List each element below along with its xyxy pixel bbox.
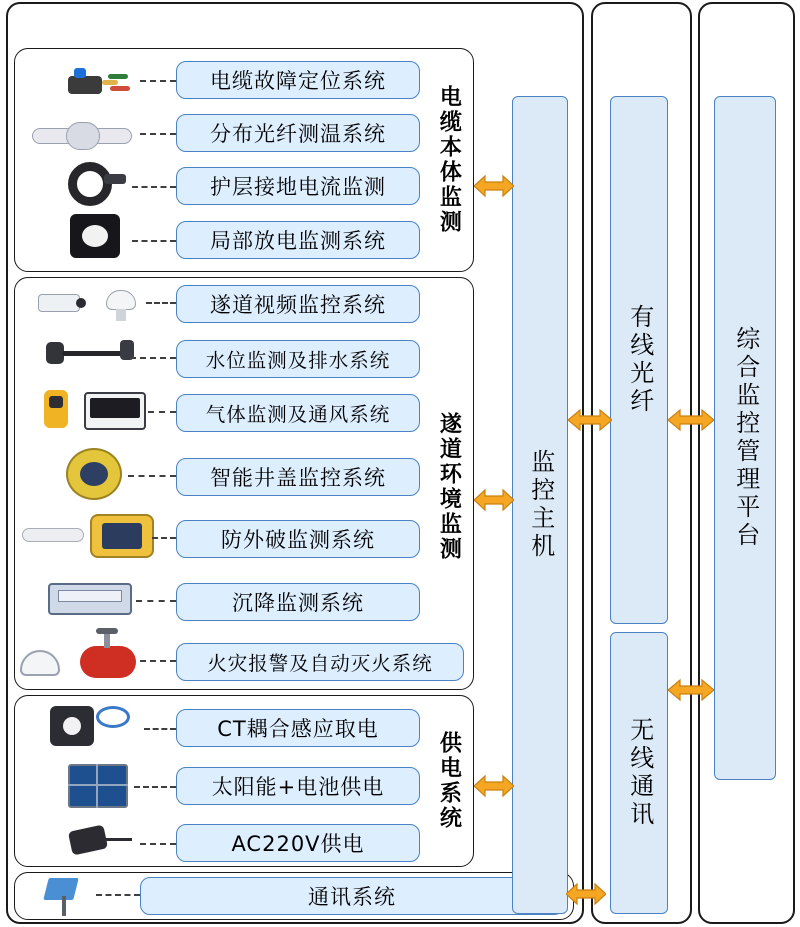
fire-alarm-extinguisher-icon [20,628,150,686]
pill-label: 通讯系统 [308,885,396,909]
connector-dash [130,357,176,359]
system-pill-gas-ventilation[interactable] [176,394,420,432]
system-pill-settlement[interactable] [176,583,420,621]
system-pill-ac220v[interactable] [176,824,420,862]
connector-dash [140,133,176,135]
solar-panel-icon [64,760,134,812]
pill-label: 分布光纤测温系统 [210,122,386,146]
connector-dash [96,894,140,896]
system-pill-ct-coupling[interactable] [176,709,420,747]
system-pill-water-level[interactable] [176,340,420,378]
pill-label: 沉降监测系统 [232,591,364,615]
group-label-power-supply: 供电系统 [436,731,462,831]
anti-damage-sensor-icon [22,510,162,562]
pill-label: 智能井盖监控系统 [210,466,386,490]
fiber-temperature-sensor-icon [22,110,142,158]
system-pill-fiber-temperature[interactable] [176,114,420,152]
wired-fiber-label: 有线光纤 [625,304,654,416]
monitoring-host-box[interactable] [512,96,568,914]
water-level-probe-icon [40,334,140,378]
connector-dash [136,600,176,602]
arrow-host-to-wired-fiber [568,406,612,434]
settlement-monitor-icon [44,575,144,623]
arrow-group2-to-host [474,486,514,514]
connector-dash [146,302,176,304]
connector-dash [128,475,176,477]
pill-label: 太阳能+电池供电 [211,775,385,799]
arrow-group1-to-host [474,172,514,200]
system-pill-cable-fault-locator[interactable] [176,61,420,99]
connector-dash [132,186,176,188]
pill-label: AC220V供电 [231,832,365,856]
group-label-tunnel-environment: 遂道环境监测 [436,412,462,562]
system-pill-smart-manhole[interactable] [176,458,420,496]
pill-label: 电缆故障定位系统 [210,69,386,93]
pill-label: 护层接地电流监测 [210,175,386,199]
connector-dash [140,80,176,82]
pill-label: 局部放电监测系统 [210,229,386,253]
pill-label: 气体监测及通风系统 [205,403,391,426]
wireless-comm-box[interactable] [610,632,668,914]
partial-discharge-sensor-icon [64,208,128,264]
connector-dash [134,786,176,788]
management-platform-box[interactable] [714,96,776,780]
pill-label: CT耦合感应取电 [217,717,379,741]
current-clamp-icon [60,158,130,208]
system-pill-solar-battery[interactable] [176,767,420,805]
monitoring-host-label: 监控主机 [526,449,555,561]
pill-label: 防外破监测系统 [221,528,375,552]
smart-manhole-cover-icon [62,444,132,504]
wired-fiber-box[interactable] [610,96,668,624]
connector-dash [132,240,176,242]
connector-dash [144,728,176,730]
system-pill-anti-external-damage[interactable] [176,520,420,558]
connector-dash [140,843,176,845]
cable-fault-locator-icon [62,60,140,100]
wireless-comm-label: 无线通讯 [625,717,654,829]
connector-dash [152,537,176,539]
antenna-icon [36,874,96,918]
pill-label: 火灾报警及自动灭火系统 [207,652,433,675]
gas-detector-icon [40,386,158,436]
system-pill-partial-discharge[interactable] [176,221,420,259]
management-platform-label: 综合监控管理平台 [731,326,760,550]
arrow-comm-system-to-host [566,880,606,908]
pill-label: 水位监测及排水系统 [205,349,391,372]
connector-dash [148,411,176,413]
system-pill-tunnel-video[interactable] [176,285,420,323]
ct-coupler-icon [44,700,144,750]
system-pill-fire-alarm[interactable] [176,643,464,681]
arrow-group3-to-host [474,772,514,800]
connector-dash [140,660,176,662]
ac-adapter-icon [60,818,140,864]
arrow-wired-fiber-to-platform [668,406,714,434]
camera-icon [36,282,146,326]
group-label-cable-body: 电缆本体监测 [436,85,462,235]
pill-label: 遂道视频监控系统 [210,293,386,317]
system-pill-communication[interactable] [140,877,564,915]
system-pill-sheath-ground-current[interactable] [176,167,420,205]
arrow-wireless-to-platform [668,676,714,704]
